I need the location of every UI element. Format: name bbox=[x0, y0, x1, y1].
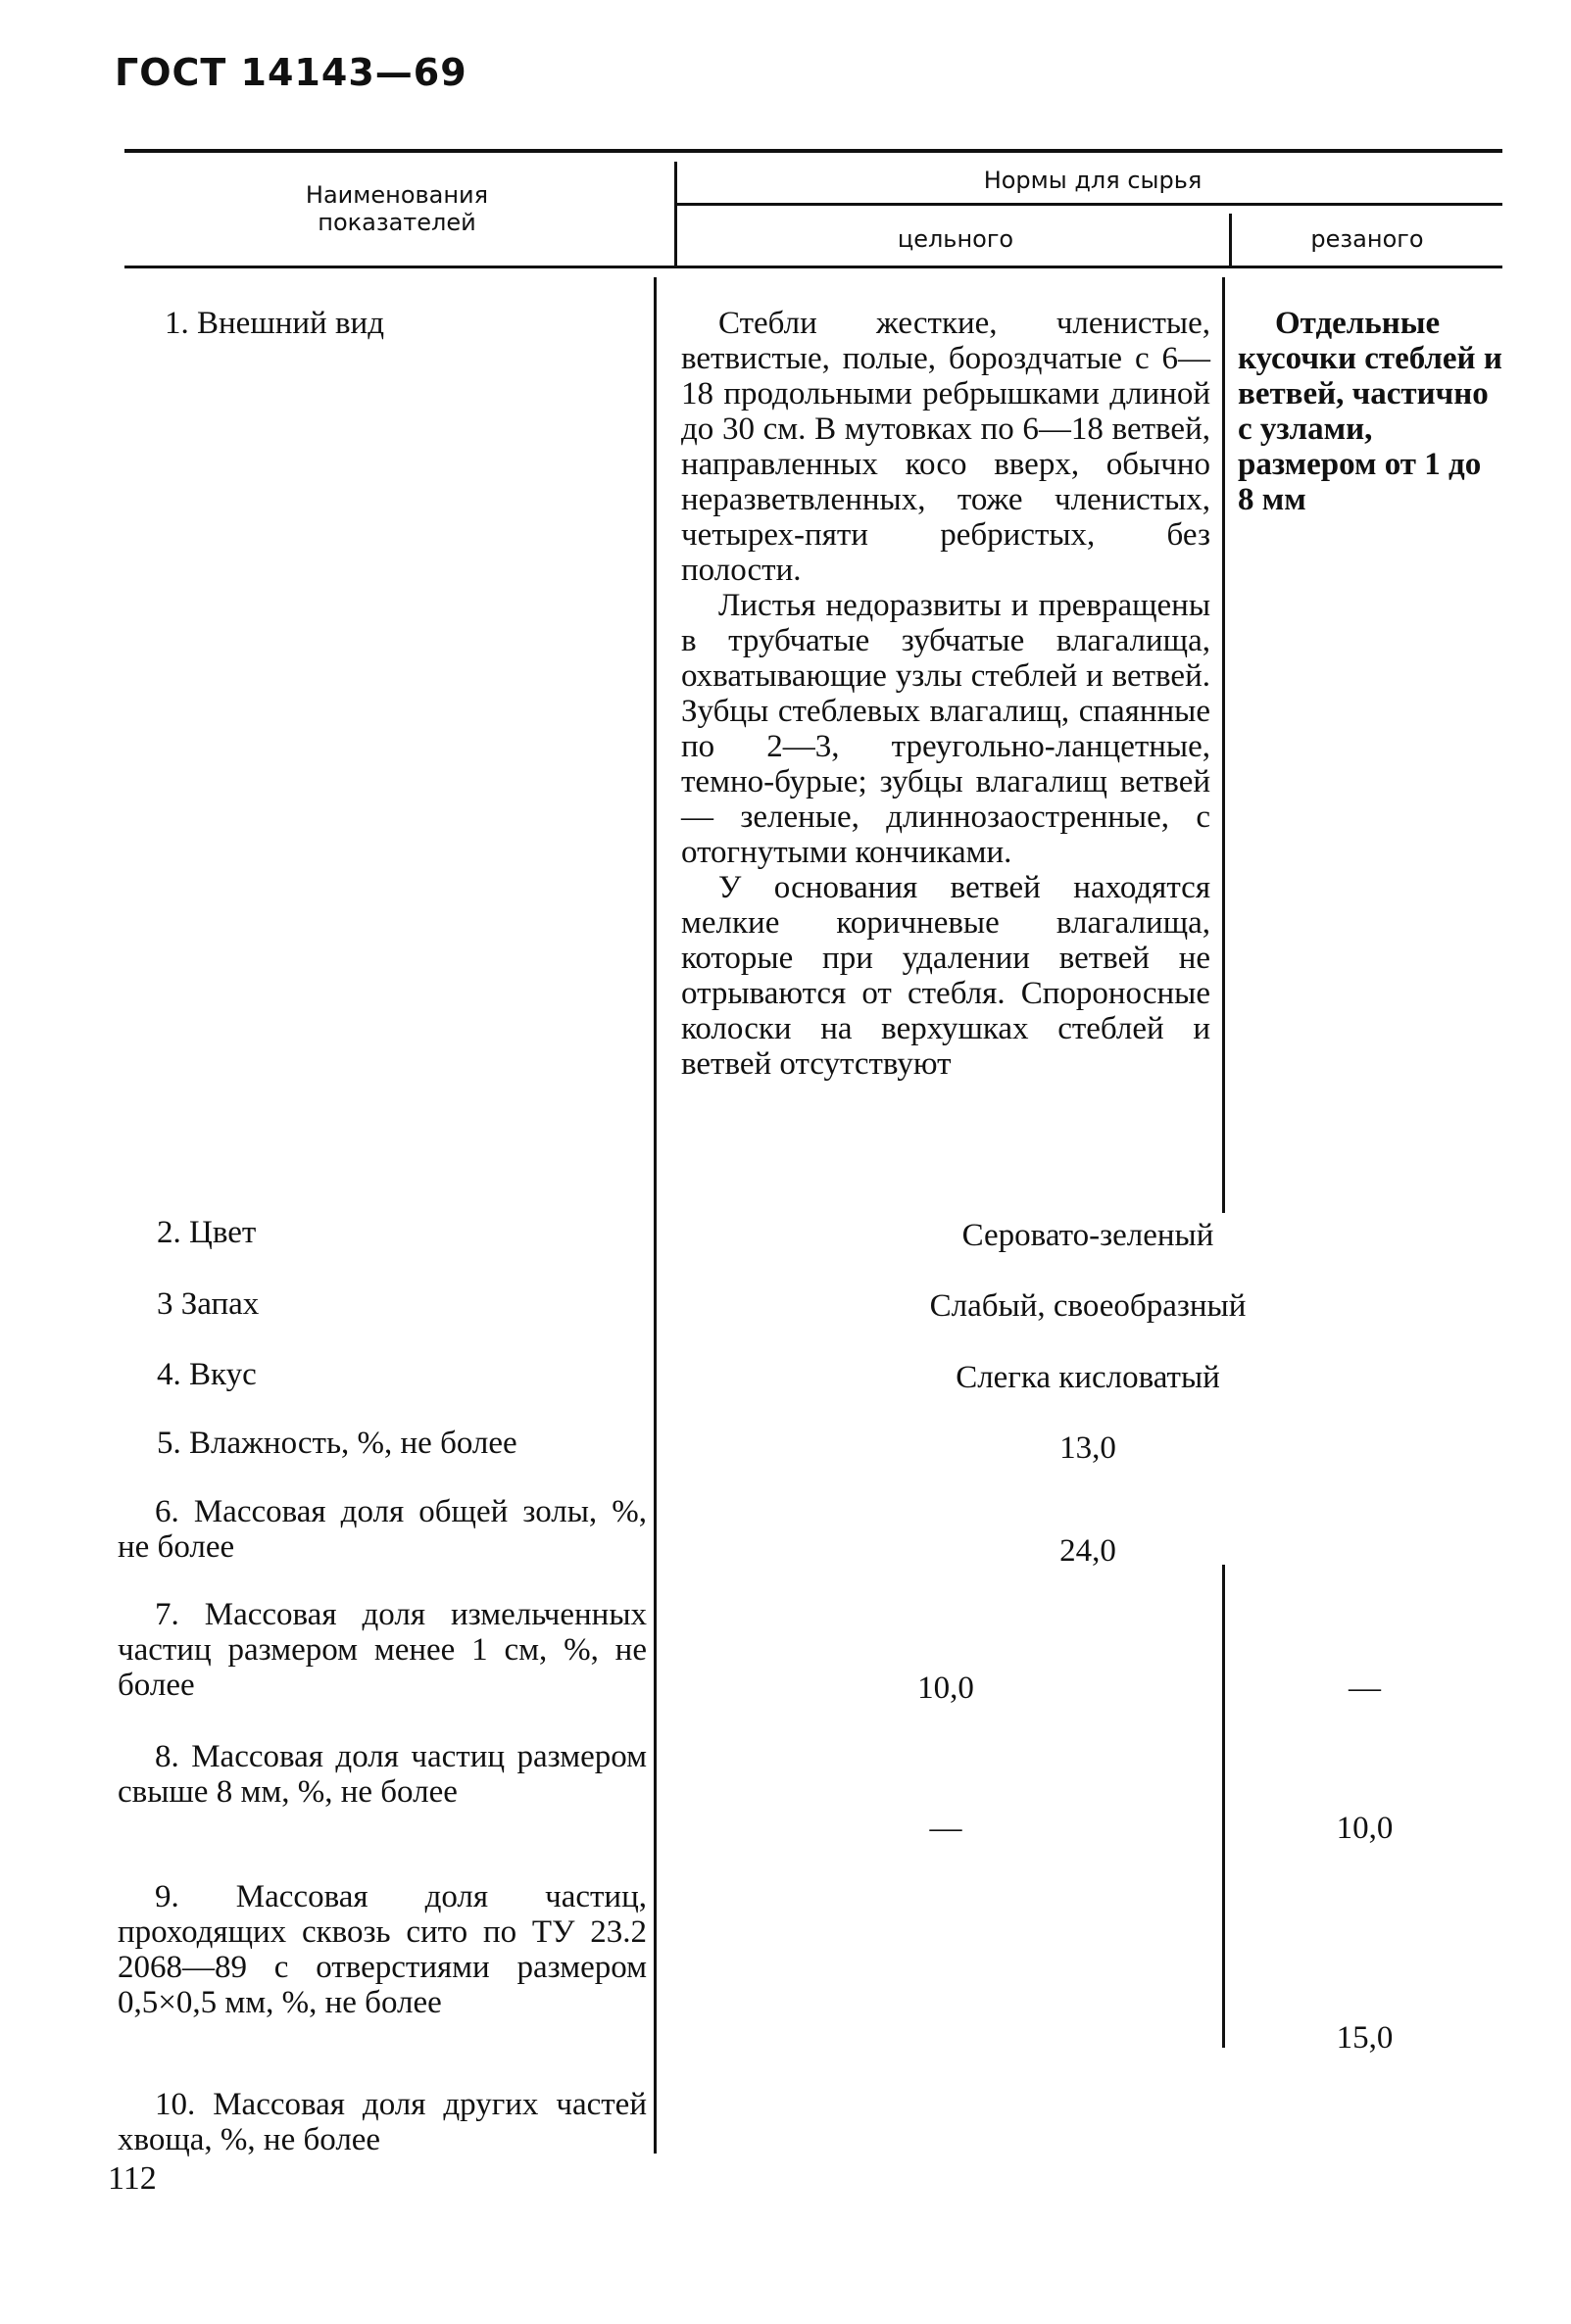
column-header-cut: резаного bbox=[1310, 225, 1424, 253]
row-color-name: 2. Цвет bbox=[157, 1215, 257, 1250]
row-taste-name: 4. Вкус bbox=[157, 1357, 257, 1392]
appearance-paragraph-1: Стебли жесткие, членистые, ветвистые, полые, бороздчатые с 6—18 продольными ребрышками длиной до 30 см. В мутовках по 6—18 ветвей, направленных косо вверх, обычно неразветвленных, тоже членистых, четырех-пяти ребристых, без полости. bbox=[681, 306, 1210, 588]
header-divider-left bbox=[674, 162, 677, 266]
row-crushed-whole: 10,0 bbox=[917, 1670, 974, 1706]
row-appearance-cut: Отдельные кусочки стеблей и ветвей, частично с узлами, размером от 1 до 8 мм bbox=[1238, 306, 1502, 517]
body-divider-right-top bbox=[1222, 277, 1225, 1213]
document-code: ГОСТ 14143—69 bbox=[115, 51, 467, 94]
row-large-particles-cut: 10,0 bbox=[1336, 1811, 1394, 1846]
row-taste-value: Слегка кисловатый bbox=[956, 1360, 1220, 1395]
appearance-paragraph-3: У основания ветвей находятся мелкие коричневые влагалища, которые при удалении ветвей не отрываются от стебля. Спороносные колоски на верхушках стеблей и ветвей отсутствуют bbox=[681, 870, 1210, 1082]
row-ash-value: 24,0 bbox=[1059, 1533, 1116, 1569]
column-header-norms: Нормы для сырья bbox=[983, 167, 1203, 194]
row-smell-value: Слабый, своеобразный bbox=[929, 1288, 1247, 1324]
header-divider-right bbox=[1229, 214, 1232, 266]
row-smell-name: 3 Запах bbox=[157, 1286, 260, 1322]
row-sieve-particles-name: 9. Массовая доля частиц, проходящих сквозь сито по ТУ 23.2 2068—89 с отверстиями размером 0,5×0,5 мм, %, не более bbox=[118, 1879, 647, 2020]
row-sieve-particles-cut: 15,0 bbox=[1336, 2020, 1394, 2056]
page-number: 112 bbox=[108, 2160, 157, 2197]
row-other-parts-name: 10. Массовая доля других частей хвоща, %, не более bbox=[118, 2087, 647, 2157]
row-moisture-name: 5. Влажность, %, не более bbox=[157, 1426, 517, 1461]
row-ash-name: 6. Массовая доля общей золы, %, не более bbox=[118, 1494, 647, 1565]
appearance-paragraph-2: Листья недоразвиты и превращены в трубчатые зубчатые влагалища, охватывающие узлы стеблей и ветвей. Зубцы стеблевых влагалищ, спаянные по 2—3, треугольно-ланцетные, темно-бурые; зубцы влагалищ ветвей — зеленые, длиннозаостренные, с отогнутыми кончиками. bbox=[681, 588, 1210, 870]
row-appearance-name: 1. Внешний вид bbox=[165, 306, 384, 341]
row-color-value: Серовато-зеленый bbox=[961, 1218, 1214, 1253]
row-crushed-cut: — bbox=[1349, 1670, 1381, 1706]
column-header-indicator-name: Наименования показателей bbox=[305, 181, 489, 236]
row-large-particles-whole: — bbox=[929, 1811, 962, 1846]
column-header-whole: цельного bbox=[897, 225, 1014, 253]
header-bottom-rule bbox=[124, 266, 1502, 268]
row-appearance-whole bbox=[681, 306, 1210, 1082]
norms-subrule bbox=[674, 203, 1502, 206]
table-top-rule bbox=[124, 149, 1502, 153]
row-crushed-name: 7. Массовая доля измельченных частиц размером менее 1 см, %, не более bbox=[118, 1597, 647, 1703]
row-moisture-value: 13,0 bbox=[1059, 1430, 1116, 1466]
body-divider-right-bottom bbox=[1222, 1565, 1225, 2048]
body-divider-left bbox=[654, 277, 657, 2154]
row-large-particles-name: 8. Массовая доля частиц размером свыше 8 мм, %, не более bbox=[118, 1739, 647, 1810]
